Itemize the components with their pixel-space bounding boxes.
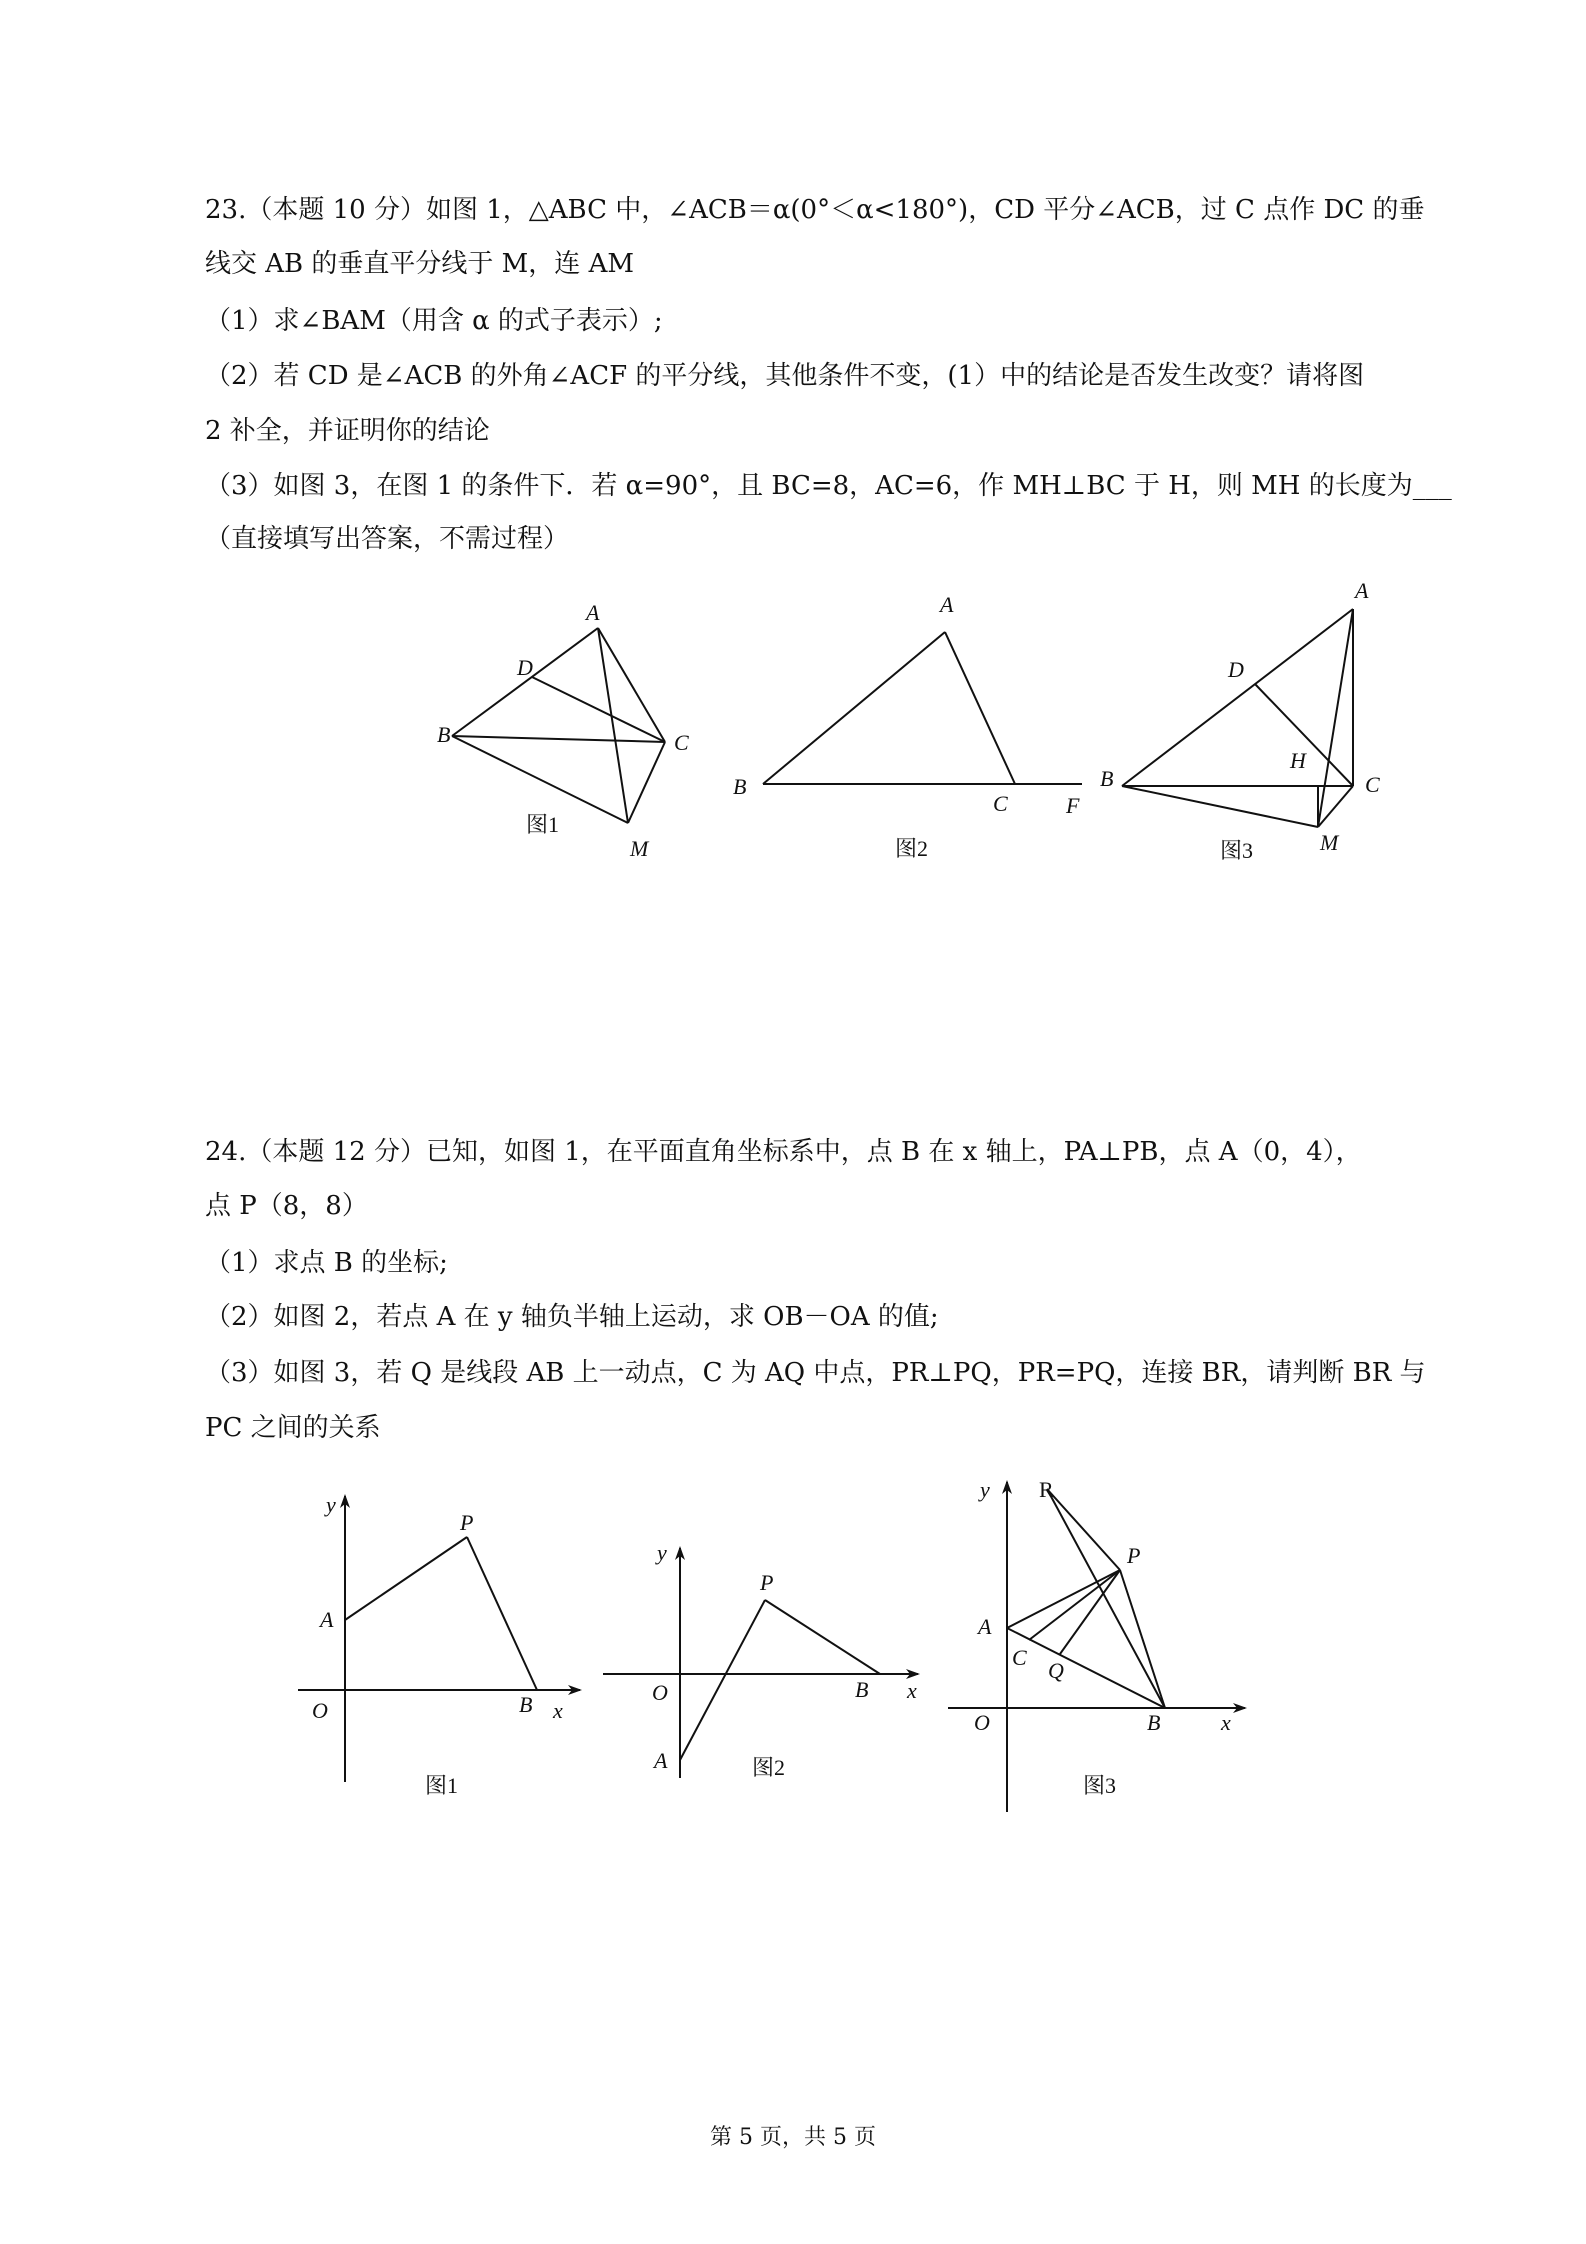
segment-BM <box>452 736 628 823</box>
q24-figure-1 <box>298 1492 580 1798</box>
q23-part1: （1）求∠BAM（用含 α 的式子表示）; <box>205 306 663 336</box>
segment-AP <box>1007 1570 1120 1628</box>
label-M: M <box>1320 830 1339 855</box>
segment-BC <box>452 736 665 742</box>
caption-fig1: 图1 <box>425 1773 459 1798</box>
segment-PB <box>765 1600 880 1674</box>
label-A: A <box>940 592 954 617</box>
label-C: C <box>993 791 1008 816</box>
segment-AP <box>680 1600 765 1760</box>
segment-PB <box>467 1537 537 1690</box>
segment-CM <box>628 742 665 823</box>
page-footer: 第 5 页，共 5 页 <box>710 2125 876 2150</box>
q23-part3a: （3）如图 3，在图 1 的条件下．若 α=90°，且 BC=8，AC=6，作 MH⊥BC 于 H，则 MH 的长度为___ <box>205 471 1452 501</box>
label-A: A <box>320 1607 334 1632</box>
caption-fig3: 图3 <box>1220 838 1254 863</box>
caption-fig2: 图2 <box>895 836 929 861</box>
q24-part1: （1）求点 B 的坐标; <box>205 1248 448 1278</box>
segment-AB <box>1007 1628 1165 1708</box>
label-y: y <box>657 1540 667 1565</box>
label-C: C <box>1365 772 1380 797</box>
segment-BA <box>763 632 945 784</box>
label-A: A <box>586 600 600 625</box>
label-B: B <box>1100 766 1114 791</box>
caption-fig1: 图1 <box>526 812 560 837</box>
q24-part3a: （3）如图 3，若 Q 是线段 AB 上一动点，C 为 AQ 中点，PR⊥PQ，PR=PQ，连接 BR，请判断 BR 与 <box>205 1358 1426 1388</box>
label-A: A <box>654 1748 668 1773</box>
segment-AC <box>945 632 1015 784</box>
label-O: O <box>652 1680 668 1705</box>
label-Q: Q <box>1048 1658 1064 1683</box>
q23-part2b: 2 补全，并证明你的结论 <box>205 416 490 446</box>
label-B: B <box>855 1677 869 1702</box>
label-x: x <box>553 1698 563 1723</box>
segment-AM <box>1318 609 1353 827</box>
q24-figure-3 <box>948 1477 1245 1812</box>
label-O: O <box>974 1710 990 1735</box>
q23-figure-2 <box>733 592 1082 861</box>
label-O: O <box>312 1698 328 1723</box>
segment-QP <box>1060 1570 1120 1654</box>
segment-BM <box>1122 786 1318 827</box>
label-A: A <box>1355 578 1369 603</box>
q24-part3b: PC 之间的关系 <box>205 1413 381 1443</box>
caption-fig3: 图3 <box>1083 1773 1117 1798</box>
q23-part3b: （直接填写出答案，不需过程） <box>205 524 570 554</box>
q24-figure-2 <box>603 1540 918 1780</box>
label-B: B <box>733 774 747 799</box>
label-y: y <box>980 1477 990 1502</box>
q24-line1: 24.（本题 12 分）已知，如图 1，在平面直角坐标系中，点 B 在 x 轴上，PA⊥PB，点 A（0，4）， <box>205 1137 1362 1167</box>
label-P: P <box>1127 1543 1141 1568</box>
label-x: x <box>907 1678 917 1703</box>
label-R: R <box>1039 1477 1054 1502</box>
q24-part2: （2）如图 2，若点 A 在 y 轴负半轴上运动，求 OB－OA 的值; <box>205 1302 939 1332</box>
label-H: H <box>1290 748 1306 773</box>
label-B: B <box>519 1692 533 1717</box>
label-F: F <box>1066 793 1080 818</box>
label-B: B <box>1147 1710 1161 1735</box>
label-P: P <box>760 1570 774 1595</box>
segment-BA <box>1122 609 1353 786</box>
label-A: A <box>978 1614 992 1639</box>
label-B: B <box>437 722 451 747</box>
label-C: C <box>674 730 689 755</box>
q24-line2: 点 P（8，8） <box>205 1191 368 1221</box>
q23-figure-3 <box>1100 578 1380 863</box>
label-C: C <box>1012 1645 1027 1670</box>
label-M: M <box>630 836 649 861</box>
label-D: D <box>517 655 533 680</box>
q23-line1: 23.（本题 10 分）如图 1，△ABC 中，∠ACB＝α(0°＜α<180°)，CD 平分∠ACB，过 C 点作 DC 的垂 <box>205 195 1425 225</box>
label-y: y <box>326 1492 336 1517</box>
segment-AM <box>598 628 628 823</box>
q23-part2a: （2）若 CD 是∠ACB 的外角∠ACF 的平分线，其他条件不变，(1）中的结论是否发生改变？请将图 <box>205 361 1365 391</box>
segment-AP <box>345 1537 467 1620</box>
label-x: x <box>1221 1710 1231 1735</box>
caption-fig2: 图2 <box>752 1755 786 1780</box>
segment-BA <box>452 628 598 736</box>
label-P: P <box>460 1510 474 1535</box>
label-D: D <box>1228 657 1244 682</box>
segment-CP <box>1029 1570 1120 1640</box>
q23-line2: 线交 AB 的垂直平分线于 M，连 AM <box>205 249 634 279</box>
q23-figure-1 <box>437 600 689 861</box>
